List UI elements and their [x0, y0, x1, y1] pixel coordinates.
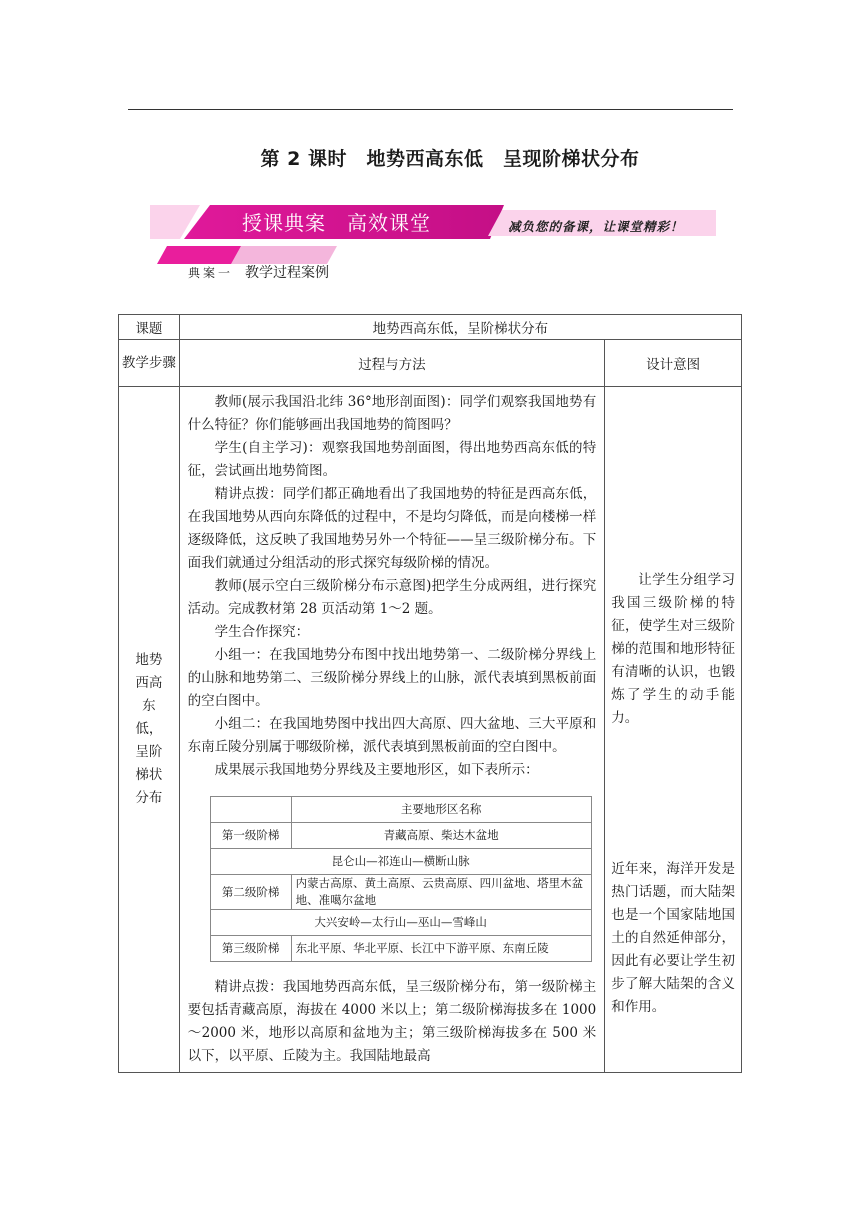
- step-label-cell: 教学步骤: [119, 340, 180, 387]
- banner-slogan: 减负您的备课，让课堂精彩！: [508, 219, 684, 234]
- subsection-label: 典案一: [188, 266, 234, 280]
- step-name: 地势西高东低，呈阶梯状分布: [135, 652, 163, 806]
- paragraph: 小组一：在我国地势分布图中找出地势第一、二级阶梯分界线上的山脉和地势第二、三级阶梯分界线上的山脉，派代表填到黑板前面的空白图中。: [187, 647, 597, 709]
- intent-text-2: 近年来，海洋开发是热门话题，而大陆架也是一个国家陆地国土的自然延伸部分，因此有必要让学生初步了解大陆架的含义和作用。: [611, 861, 735, 1015]
- step-name-cell: [119, 387, 180, 1073]
- banner-main-text: 授课典案 高效课堂: [242, 211, 431, 235]
- topic-label-cell: 课题: [119, 315, 180, 340]
- paragraph: 教师(展示我国沿北纬 36°地形剖面图)：同学们观察我国地势有什么特征？你们能够画出我国地势的简图吗？: [187, 394, 597, 433]
- intent-label-cell: 设计意图: [605, 340, 742, 387]
- paragraph: 精讲点拨：同学们都正确地看出了我国地势的特征是西高东低，在我国地势从西向东降低的过程中，不是均匀降低，而是向楼梯一样逐级降低，这反映了我国地势另外一个特征——呈三级阶梯分布。下面我们就通过分组活动的形式探究每级阶梯的情况。: [187, 486, 597, 571]
- intent-spacer: [611, 730, 735, 858]
- level3-label: 第三级阶梯: [210, 936, 291, 962]
- paragraph: 成果展示我国地势分界线及主要地形区，如下表所示：: [214, 762, 539, 778]
- terrain-table-header: 主要地形区名称: [291, 797, 591, 823]
- topic-value-cell: 地势西高东低，呈阶梯状分布: [179, 315, 741, 340]
- level3-value: 东北平原、华北平原、长江中下游平原、东南丘陵: [291, 936, 591, 962]
- subsection-title: 教学过程案例: [245, 265, 330, 281]
- intent-text-1: 让学生分组学习我国三级阶梯的特征，使学生对三级阶梯的范围和地形特征有清晰的认识，也锻炼了学生的动手能力。: [611, 572, 735, 726]
- process-cell: [179, 387, 605, 1073]
- level1-label: 第一级阶梯: [210, 823, 291, 849]
- paragraph: 学生(自主学习)：观察我国地势剖面图，得出地势西高东低的特征，尝试画出地势简图。: [187, 440, 597, 479]
- page-title: 第 2 课时 地势西高东低 呈现阶梯状分布: [260, 148, 640, 170]
- paragraph: 小组二：在我国地势图中找出四大高原、四大盆地、三大平原和东南丘陵分别属于哪级阶梯，派代表填到黑板前面的空白图中。: [187, 716, 597, 755]
- lesson-table: [118, 314, 742, 1073]
- section-banner: [150, 205, 716, 239]
- terrain-table-corner: [210, 797, 291, 823]
- level2-value: 内蒙古高原、黄土高原、云贵高原、四川盆地、塔里木盆地、准噶尔盆地: [291, 875, 591, 910]
- terrain-table: [210, 796, 592, 962]
- level2-label: 第二级阶梯: [210, 875, 291, 910]
- paragraph: 学生合作探究：: [214, 624, 310, 640]
- intent-spacer: [611, 387, 735, 569]
- header-rule: [128, 109, 733, 110]
- level1-value: 青藏高原、柴达木盆地: [291, 823, 591, 849]
- divider1: 昆仑山—祁连山—横断山脉: [210, 849, 591, 875]
- intent-cell: [605, 387, 742, 1073]
- process-label-cell: 过程与方法: [179, 340, 605, 387]
- divider2: 大兴安岭—太行山—巫山—雪峰山: [210, 910, 591, 936]
- subsection-heading: [188, 262, 329, 282]
- paragraph: 精讲点拨：我国地势西高东低，呈三级阶梯分布，第一级阶梯主要包括青藏高原，海拔在 4000 米以上；第二级阶梯海拔多在 1000～2000 米，地形以高原和盆地为主；第三级阶梯海拔多在 500 米以下，以平原、丘陵为主。我国陆地最高: [187, 979, 597, 1064]
- paragraph: 教师(展示空白三级阶梯分布示意图)把学生分成两组，进行探究活动。完成教材第 28 页活动第 1～2 题。: [187, 578, 597, 617]
